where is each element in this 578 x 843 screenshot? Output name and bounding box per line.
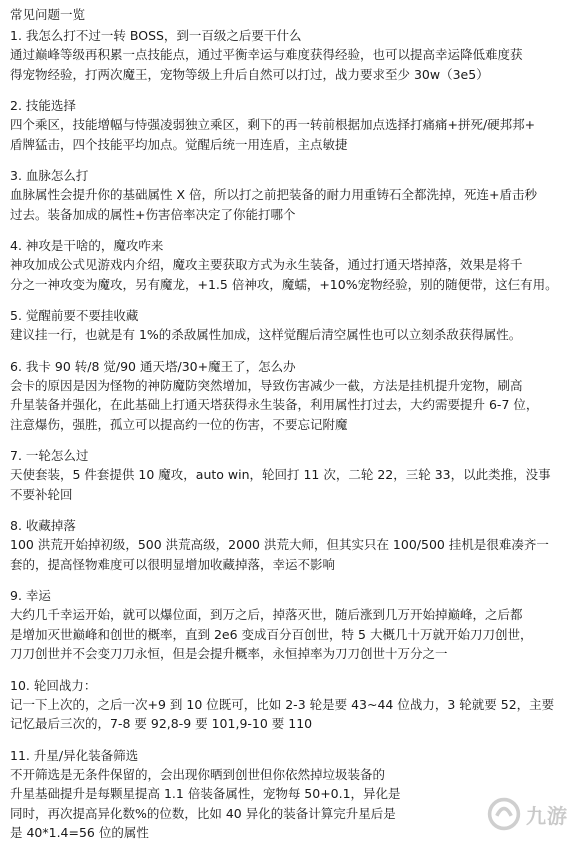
faq-answer-line: 四个乘区，技能增幅与恃强凌弱独立乘区，剩下的再一转前根据加点选择打痛痛+拼死/硬邦邦+ (10, 117, 536, 132)
faq-question: 6. 我卡 90 转/8 觉/90 通天塔/30+魔王了，怎么办 (10, 358, 296, 374)
faq-answer-line: 分之一神攻变为魔攻，另有魔龙，+1.5 倍神攻，魔蠕，+10%宠物经验，别的随便带，这仨有用。 (10, 276, 558, 292)
faq-answer-line: 升星基础提升是每颗星提高 1.1 倍装备属性，宠物每 50+0.1，异化是 (10, 786, 401, 801)
watermark-text: 九游 (526, 803, 568, 828)
faq-answer (10, 376, 570, 435)
faq-item (10, 676, 570, 734)
document-title: 常见问题一览 (10, 7, 86, 22)
faq-question: 7. 一轮怎么过 (10, 448, 89, 463)
faq-answer-line: 同时，再次提高异化数%的位数，比如 40 异化的装备计算完升星后是 (10, 805, 396, 821)
faq-list (10, 26, 570, 843)
faq-answer-line: 得宠物经验，打两次魔王，宠物等级上升后自然可以打过，战力要求至少 30w（3e5） (10, 66, 489, 82)
faq-answer-line: 天使套装，5 件套提供 10 魔攻，auto win，轮回打 11 次，二轮 22，三轮 33，以此类推，没事 (10, 467, 551, 482)
faq-answer-line: 盾牌猛击，四个技能平均加点。觉醒后统一用连盾，主点敏捷 (10, 136, 348, 152)
faq-question: 8. 收藏掉落 (10, 518, 76, 533)
faq-answer (10, 45, 570, 84)
faq-question: 3. 血脉怎么打 (10, 168, 89, 183)
faq-answer (10, 325, 570, 345)
faq-answer (10, 115, 570, 154)
faq-question: 10. 轮回战力： (10, 677, 97, 693)
faq-question: 11. 升星/异化装备筛选 (10, 747, 139, 763)
jiuyou-logo-icon (486, 796, 522, 832)
faq-answer-line: 血脉属性会提升你的基础属性 X 倍，所以打之前把装备的耐力用重铸石全都洗掉，死连+盾击秒 (10, 187, 537, 202)
faq-answer (10, 255, 570, 294)
faq-item (10, 166, 570, 224)
faq-answer-line: 建议挂一行，也就是有 1%的杀敌属性加成，这样觉醒后清空属性也可以立刻杀敌获得属性。 (10, 327, 522, 342)
faq-answer (10, 605, 570, 664)
faq-answer-line: 不开筛选是无条件保留的，会出现你晒到创世但你依然掉垃圾装备的 (10, 766, 386, 782)
faq-answer-line: 记忆最后三次的，7-8 要 92,8-9 要 101,9-10 要 110 (10, 716, 313, 731)
faq-answer-line: 记一下上次的，之后一次+9 到 10 位既可，比如 2-3 轮是要 43~44 位战力，3 轮就要 52，主要 (10, 696, 555, 712)
faq-answer-line: 是增加灭世巅峰和创世的概率，直到 2e6 变成百分百创世，特 5 大概几十万就开始刀刀创世， (10, 626, 533, 642)
faq-answer-line: 套的，提高怪物难度可以很明显增加收藏掉落，幸运不影响 (10, 556, 336, 572)
faq-answer-line: 刀刀创世并不会变刀刀永恒，但是会提升概率，永恒掉率为刀刀创世十万分之一 (10, 646, 448, 661)
faq-question: 9. 幸运 (10, 588, 51, 603)
faq-question: 5. 觉醒前要不要挂收藏 (10, 308, 139, 323)
faq-item (10, 236, 570, 294)
faq-question: 1. 我怎么打不过一转 BOSS，到一百级之后要干什么 (10, 28, 302, 43)
watermark (486, 794, 572, 834)
faq-answer (10, 695, 570, 734)
faq-answer (10, 185, 570, 224)
faq-item (10, 357, 570, 435)
faq-item (10, 446, 570, 504)
faq-question: 2. 技能选择 (10, 98, 76, 113)
faq-answer-line: 神攻加成公式见游戏内介绍，魔攻主要获取方式为永生装备，通过打通天塔掉落，效果是将千 (10, 257, 523, 272)
faq-answer-line: 大约几千幸运开始，就可以爆位面，到万之后，掉落灭世，随后涨到几万开始掉巅峰，之后都 (10, 607, 523, 622)
faq-answer-line: 过去。装备加成的属性+伤害倍率决定了你能打哪个 (10, 206, 296, 222)
faq-item (10, 26, 570, 84)
faq-answer-line: 会卡的原因是因为怪物的神防魔防突然增加，导致伤害减少一截，方法是挂机提升宠物，刷高 (10, 377, 523, 393)
faq-answer-line: 是 40*1.4=56 位的属性 (10, 825, 149, 840)
faq-item (10, 586, 570, 664)
faq-answer-line: 不要补轮回 (10, 486, 73, 502)
faq-question: 4. 神攻是干啥的，魔攻咋来 (10, 238, 164, 253)
faq-answer-line: 升星装备并强化，在此基础上打通天塔获得永生装备，利用属性打过去，大约需要提升 6-7 位， (10, 397, 539, 412)
faq-item (10, 516, 570, 574)
faq-item (10, 306, 570, 345)
faq-answer-line: 注意爆伤，强胜，孤立可以提高约一位的伤害，不要忘记附魔 (10, 416, 348, 432)
faq-answer-line: 通过巅峰等级再积累一点技能点，通过平衡幸运与难度获得经验，也可以提高幸运降低难度获 (10, 47, 523, 62)
faq-answer-line: 100 洪荒开始掉初级，500 洪荒高级，2000 洪荒大师，但其实只在 100/500 挂机是很难凑齐一 (10, 537, 549, 552)
faq-item (10, 96, 570, 154)
faq-answer (10, 535, 570, 574)
faq-answer (10, 465, 570, 504)
